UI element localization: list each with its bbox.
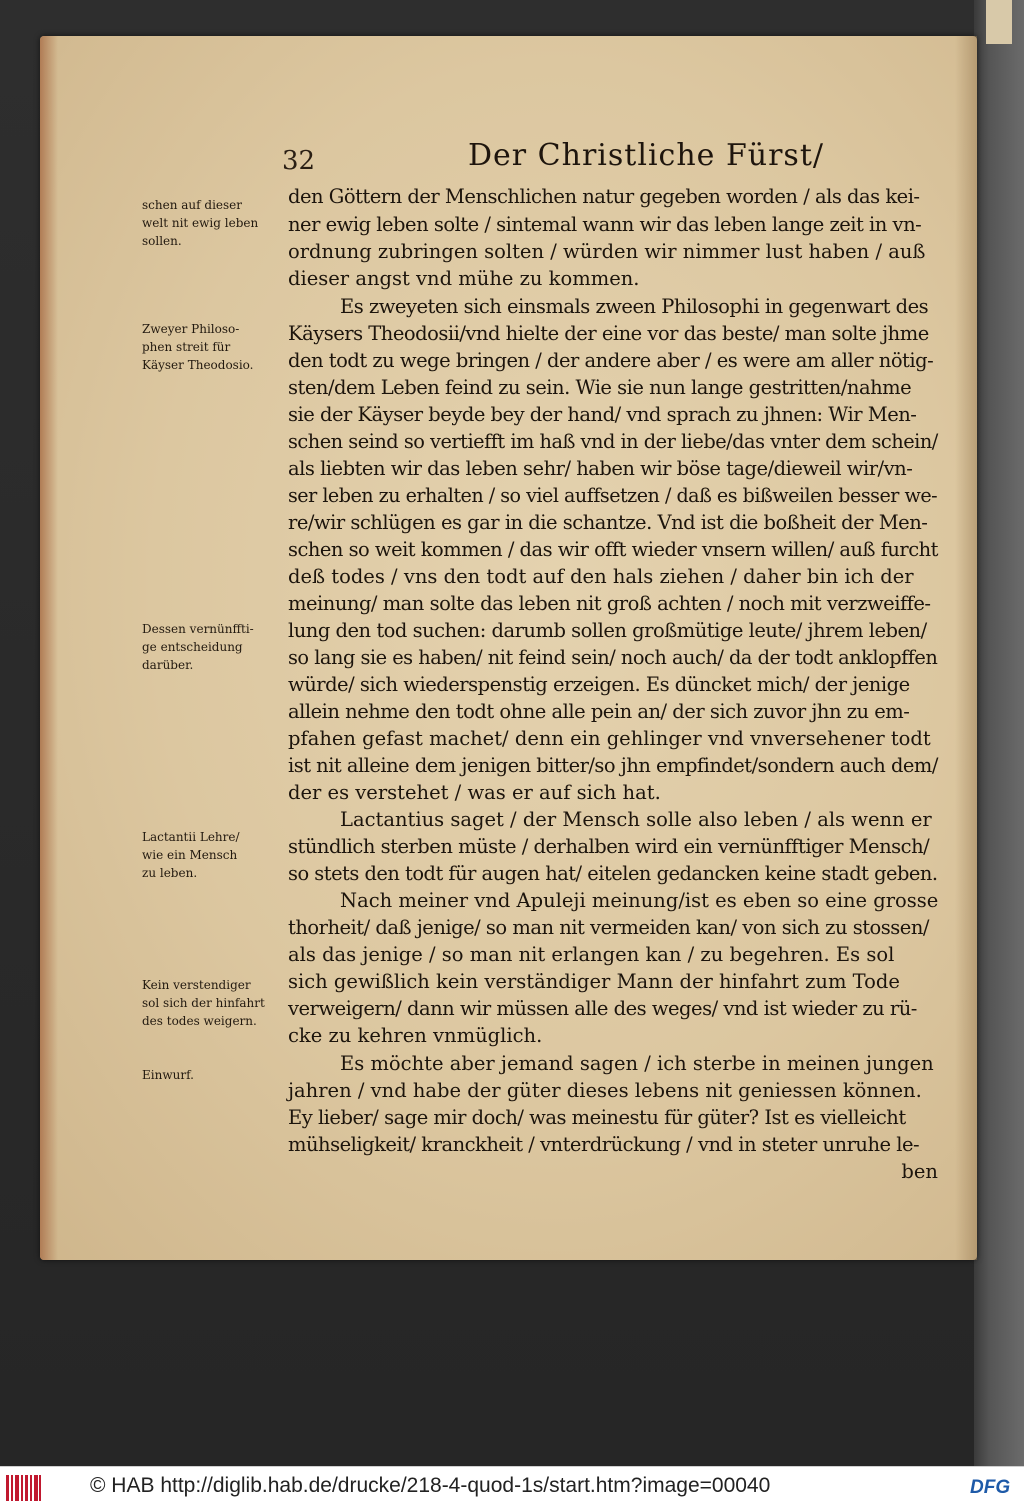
body-line: Es zweyeten sich einsmals zween Philosophi in gegenwart des [340,295,929,318]
marginal-note-line: sollen. [142,234,182,248]
body-line: deß todes / vns den todt auf den hals ziehen / daher bin ich der [288,565,914,588]
body-line: ben [901,1160,938,1183]
marginal-note-line: darüber. [142,658,194,672]
marginal-note-line: phen streit für [142,340,231,354]
marginal-note-line: sol sich der hinfahrt [142,996,265,1010]
body-line: ser leben zu erhalten / so viel auffsetzen / daß es bißweilen besser we- [288,484,938,507]
marginal-note-line: schen auf dieser [142,198,243,212]
body-line: den todt zu wege bringen / der andere aber / es were am aller nötig- [288,349,934,372]
body-line: so stets den todt für augen hat/ eitelen gedancken keine stadt geben. [288,862,938,885]
body-line: verweigern/ dann wir müssen alle des weges/ vnd ist wieder zu rü- [288,997,917,1020]
body-line: jahren / vnd habe der güter dieses lebens nit geniessen können. [288,1079,922,1102]
marginal-note-line: Dessen vernünffti- [142,622,254,636]
body-line: mühseligkeit/ kranckheit / vnterdrückung / vnd in steter unruhe le- [288,1133,920,1156]
marginal-note-line: zu leben. [142,866,198,880]
body-line: so lang sie es haben/ nit feind sein/ noch auch/ da der todt anklopffen [288,646,938,669]
barcode-icon [6,1475,42,1501]
body-line: würde/ sich wiederspenstig erzeigen. Es düncket mich/ der jenige [288,673,910,696]
body-line: re/wir schlügen es gar in die schantze. Vnd ist die boßheit der Men- [288,511,928,534]
marginal-note [142,320,282,374]
marginal-note [142,976,282,1030]
dfg-logo: DFG [970,1477,1011,1498]
page-number: 32 [282,146,316,176]
body-line: schen so weit kommen / das wir offt wieder vnsern willen/ auß furcht [288,538,938,561]
copyright-link[interactable]: © HAB http://diglib.hab.de/drucke/218-4-quod-1s/start.htm?image=00040 [90,1474,771,1497]
body-line: meinung/ man solte das leben nit groß achten / noch mit verzweiffe- [288,592,931,615]
body-line: allein nehme den todt ohne alle pein an/ der sich zuvor jhn zu em- [288,700,910,723]
body-line: schen seind so vertiefft im haß vnd in der liebe/das vnter dem schein/ [288,430,938,453]
body-line: ordnung zubringen solten / würden wir nimmer lust haben / auß [288,240,926,263]
body-line: Käysers Theodosii/vnd hielte der eine vor das beste/ man solte jhme [288,322,929,345]
body-line: sie der Käyser beyde bey der hand/ vnd sprach zu jhnen: Wir Men- [288,403,917,426]
body-line: Ey lieber/ sage mir doch/ was meinestu für güter? Ist es vielleicht [288,1106,906,1129]
body-line: der es verstehet / was er auf sich hat. [288,781,661,804]
body-line: Es möchte aber jemand sagen / ich sterbe in meinen jungen [340,1052,934,1075]
marginal-note-line: ge entscheidung [142,640,243,654]
body-line: Nach meiner vnd Apuleji meinung/ist es eben so eine grosse [340,889,939,912]
body-line: cke zu kehren vnmüglich. [288,1024,543,1047]
next-page-strip [986,0,1012,44]
marginal-note [142,196,282,250]
body-line: als das jenige / so man nit erlangen kan / zu begehren. Es sol [288,943,895,966]
footer-bar [0,1466,1024,1508]
marginal-note-line: welt nit ewig leben [142,216,259,230]
marginal-note [142,828,282,882]
body-line: sten/dem Leben feind zu sein. Wie sie nun lange gestritten/nahme [288,376,912,399]
running-head: Der Christliche Fürst/ [468,138,824,173]
marginal-note-line: Einwurf. [142,1068,194,1082]
marginal-note-line: Käyser Theodosio. [142,358,254,372]
body-line: pfahen gefast machet/ denn ein gehlinger vnd vnversehener todt [288,727,931,750]
body-line: Lactantius saget / der Mensch solle also leben / als wenn er [340,808,932,831]
marginal-note-line: wie ein Mensch [142,848,238,862]
body-line: lung den tod suchen: darumb sollen großmütige leute/ jhrem leben/ [288,619,927,642]
marginal-note-line: Lactantii Lehre/ [142,830,240,844]
body-line: den Göttern der Menschlichen natur gegeben worden / als das kei- [288,185,920,208]
marginal-note [142,1066,282,1084]
body-line: ist nit alleine dem jenigen bitter/so jhn empfindet/sondern auch dem/ [288,754,938,777]
marginal-note-line: Kein verstendiger [142,978,251,992]
marginal-note-line: Zweyer Philoso- [142,322,240,336]
body-line: stündlich sterben müste / derhalben wird ein vernünfftiger Mensch/ [288,835,930,858]
next-page-edge [974,0,1024,1466]
marginal-note [142,620,282,674]
body-line: ner ewig leben solte / sintemal wann wir das leben lange zeit in vn- [288,213,922,236]
body-line: als liebten wir das leben sehr/ haben wir böse tage/dieweil wir/vn- [288,457,913,480]
body-line: thorheit/ daß jenige/ so man nit vermeiden kan/ von sich zu stossen/ [288,916,929,939]
body-line: dieser angst vnd mühe zu kommen. [288,267,640,290]
marginal-note-line: des todes weigern. [142,1014,257,1028]
body-line: sich gewißlich kein verständiger Mann der hinfahrt zum Tode [288,970,900,993]
